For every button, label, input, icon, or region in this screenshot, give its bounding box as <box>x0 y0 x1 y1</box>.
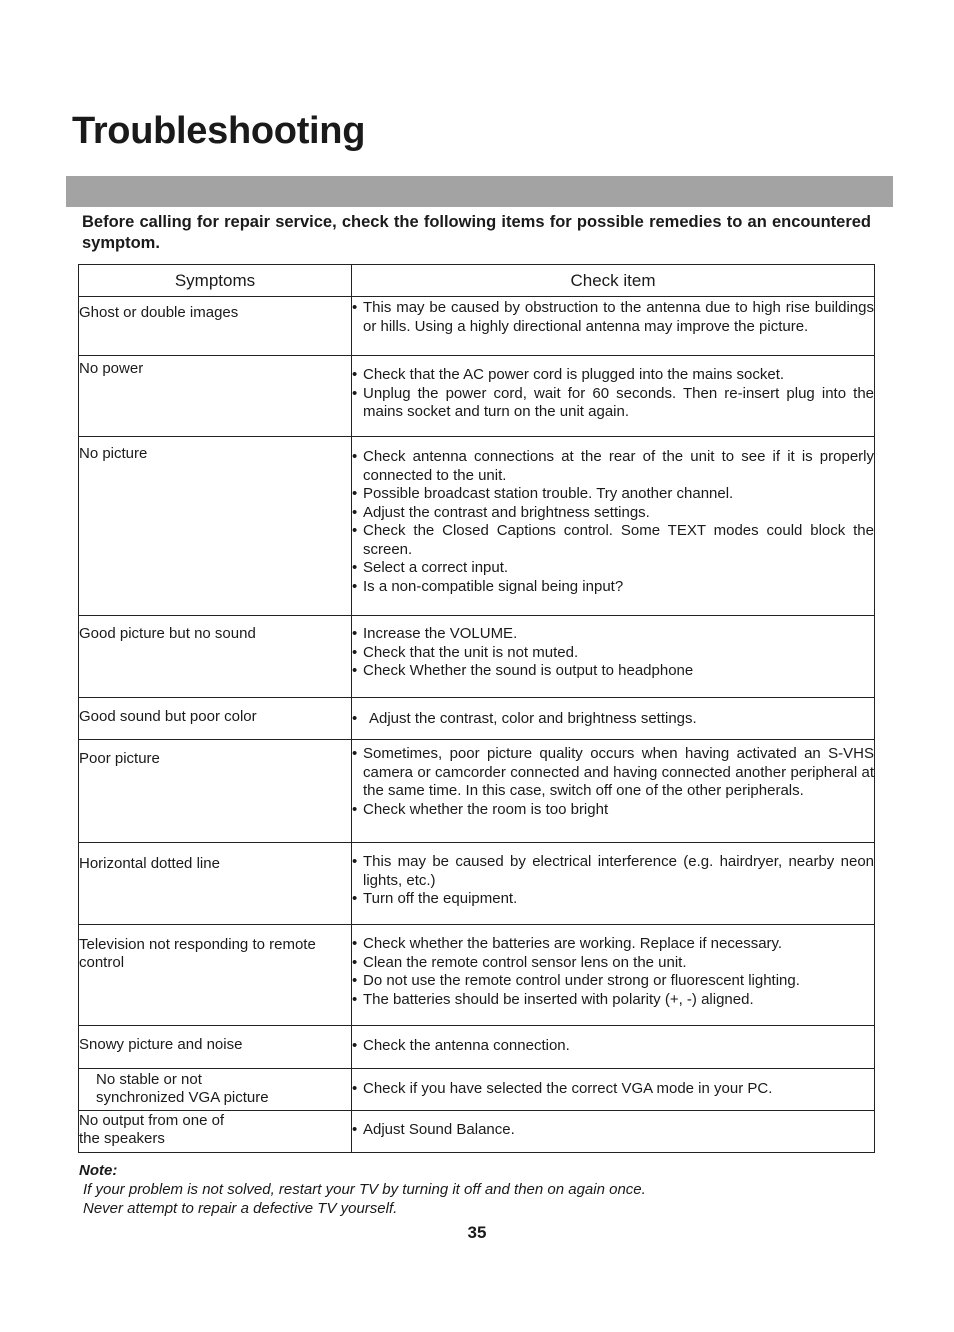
check-item: • Select a correct input. <box>352 559 874 578</box>
check-item: • Check if you have selected the correct VGA mode in your PC. <box>352 1080 874 1099</box>
check-item: • Adjust the contrast and brightness settings. <box>352 504 874 523</box>
check-item: • Check antenna connections at the rear of the unit to see if it is properly connected to the unit. <box>352 448 874 485</box>
check-cell <box>352 437 875 616</box>
check-item: • This may be caused by electrical interference (e.g. hairdryer, nearby neon lights, etc.) <box>352 853 874 890</box>
check-cell <box>352 925 875 1026</box>
check-item: • Check the antenna connection. <box>352 1037 874 1056</box>
check-item: • Do not use the remote control under strong or fluorescent lighting. <box>352 972 874 991</box>
table-row <box>79 297 875 356</box>
check-item: • Check the Closed Captions control. Some TEXT modes could block the screen. <box>352 522 874 559</box>
check-item: • Is a non-compatible signal being input? <box>352 578 874 597</box>
note-text <box>83 1181 646 1218</box>
note-line: If your problem is not solved, restart your TV by turning it off and then on again once. <box>83 1181 646 1198</box>
check-item: • Adjust Sound Balance. <box>352 1121 874 1140</box>
table-row <box>79 740 875 843</box>
check-item: • Check whether the batteries are working. Replace if necessary. <box>352 935 874 954</box>
check-item: • Adjust the contrast, color and brightness settings. <box>352 710 874 729</box>
table-row <box>79 1026 875 1069</box>
page-number: 35 <box>467 1223 487 1242</box>
table-row <box>79 1069 875 1111</box>
table-row <box>79 698 875 740</box>
symptom-cell: Snowy picture and noise <box>79 1026 352 1069</box>
check-cell <box>352 1111 875 1153</box>
intro-text: Before calling for repair service, check the following items for possible remedies to an encountered symptom. <box>82 213 871 252</box>
check-item: • This may be caused by obstruction to the antenna due to high rise buildings or hills. Using a highly directional antenna may improve the picture. <box>352 299 874 336</box>
symptom-cell: No output from one of the speakers <box>79 1111 352 1153</box>
table-row <box>79 356 875 437</box>
check-item: • Increase the VOLUME. <box>352 625 874 644</box>
check-item: • Check that the unit is not muted. <box>352 644 874 663</box>
page-title: Troubleshooting <box>72 110 366 152</box>
check-item: • Possible broadcast station trouble. Try another channel. <box>352 485 874 504</box>
check-item: • Clean the remote control sensor lens on the unit. <box>352 954 874 973</box>
table-row <box>79 925 875 1026</box>
check-cell <box>352 297 875 356</box>
check-item: • Check whether the room is too bright <box>352 801 874 820</box>
check-cell <box>352 356 875 437</box>
check-cell <box>352 843 875 925</box>
check-item: • Turn off the equipment. <box>352 890 874 909</box>
check-cell <box>352 740 875 843</box>
symptom-cell: No power <box>79 356 352 437</box>
check-cell <box>352 616 875 698</box>
title-divider-bar <box>66 176 893 207</box>
symptom-cell: Good sound but poor color <box>79 698 352 740</box>
check-item: • Check Whether the sound is output to headphone <box>352 662 874 681</box>
table-row <box>79 437 875 616</box>
check-item: • The batteries should be inserted with polarity (+, -) aligned. <box>352 991 874 1010</box>
check-item: • Unplug the power cord, wait for 60 seconds. Then re-insert plug into the mains socket and turn on the unit again. <box>352 385 874 422</box>
check-item: • Sometimes, poor picture quality occurs when having activated an S-VHS camera or camcorder connected and having connected another peripheral at the same time. In this case, switch off one of the other peripherals. <box>352 745 874 801</box>
check-cell <box>352 1069 875 1111</box>
table-row <box>79 1111 875 1153</box>
table-row <box>79 843 875 925</box>
header-check-item: Check item <box>352 265 875 297</box>
header-symptoms: Symptoms <box>79 265 352 297</box>
symptom-cell: Ghost or double images <box>79 297 352 356</box>
symptom-cell: No stable or not synchronized VGA picture <box>79 1069 352 1111</box>
symptom-cell: No picture <box>79 437 352 616</box>
symptom-cell: Good picture but no sound <box>79 616 352 698</box>
symptom-cell: Horizontal dotted line <box>79 843 352 925</box>
table-row <box>79 616 875 698</box>
check-cell <box>352 1026 875 1069</box>
symptom-cell: Television not responding to remote control <box>79 925 352 1026</box>
table-header-row <box>79 265 875 297</box>
check-cell <box>352 698 875 740</box>
note-label: Note: <box>79 1162 118 1179</box>
troubleshooting-table <box>78 264 875 1153</box>
symptom-cell: Poor picture <box>79 740 352 843</box>
note-line: Never attempt to repair a defective TV yourself. <box>83 1199 398 1217</box>
check-item: • Check that the AC power cord is plugged into the mains socket. <box>352 366 874 385</box>
